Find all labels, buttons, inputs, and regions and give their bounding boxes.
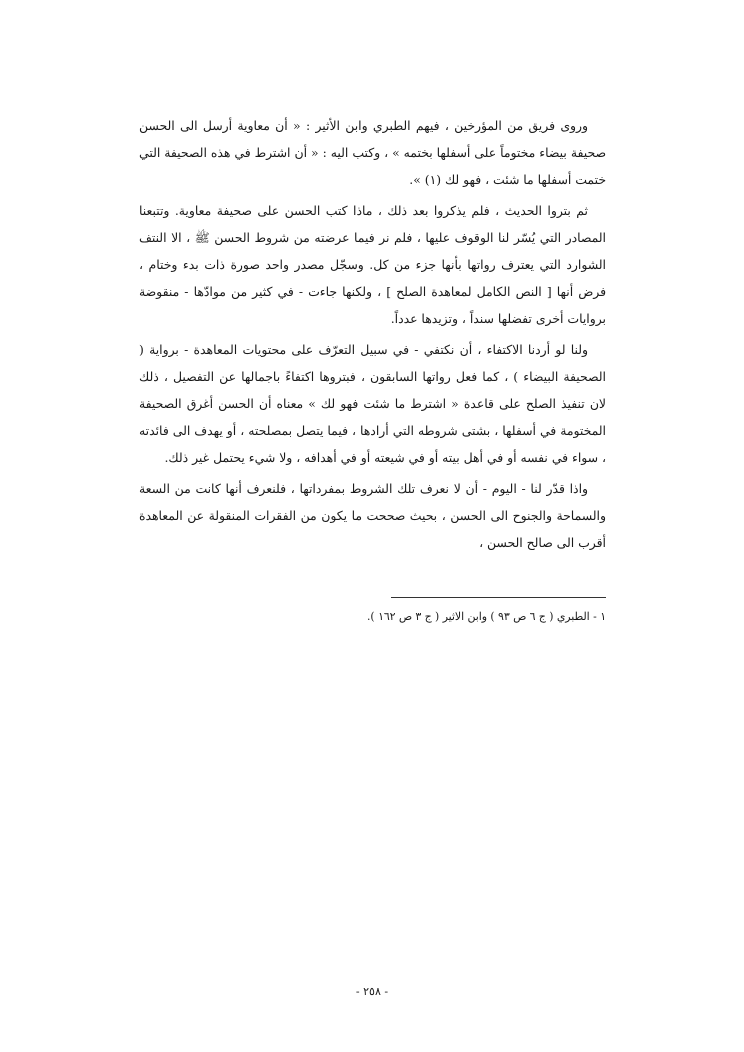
main-text xyxy=(139,112,606,560)
page-number: - ٢٥٨ - xyxy=(355,985,389,998)
paragraph-4: واذا قدّر لنا - اليوم - أن لا نعرف تلك الشروط بمفرداتها ، فلنعرف أنها كانت من السعة والسماحة والجنوح الى الحسن ، بحيث صححت ما يكون من الفقرات المنقولة عن المعاهدة أقرب الى صالح الحسن ، xyxy=(139,481,606,550)
paragraph-3: ولنا لو أردنا الاكتفاء ، أن نكتفي - في سبيل التعرّف على محتويات المعاهدة - برواية ( الصحيفة البيضاء ) ، كما فعل رواتها السابقون ، فبتروها اكتفاءً باجمالها عن التفصيل ، ذلك لان تنفيذ الصلح على قاعدة « اشترط ما شئت فهو لك » معناه أن الحسن أغرق الصحيفة المختومة في أسفلها ، بشتى شروطه التي أرادها ، فيما يتصل بمصلحته ، أو يهدف الى فائدته ، سواء في نفسه أو في أهل بيته أو في شيعته أو في أهدافه ، ولا شيء يحتمل غير ذلك. xyxy=(139,342,606,465)
paragraph-1: وروى فريق من المؤرخين ، فيهم الطبري وابن الأثير : « أن معاوية أرسل الى الحسن صحيفة بيضاء مختوماً على أسفلها بختمه » ، وكتب اليه : « أن اشترط في هذه الصحيفة التي ختمت أسفلها ما شئت ، فهو لك (١) ». xyxy=(139,118,606,187)
footnote-separator xyxy=(391,597,606,598)
footnote: ١ - الطبري ( ج ٦ ص ٩٣ ) وابن الاثير ( ج ٣ ص ١٦٢ ). xyxy=(367,610,606,623)
paragraph-2: ثم بتروا الحديث ، فلم يذكروا بعد ذلك ، ماذا كتب الحسن على صحيفة معاوية. وتتبعنا المصادر التي يُسّر لنا الوقوف عليها ، فلم نر فيما عرضته من شروط الحسن ﷺ ، الا النتف الشوارد التي يعترف رواتها بأنها جزء من كل. وسجّل مصدر واحد صورة ذات بدء وختام ، فرض أنها [ النص الكامل لمعاهدة الصلح ] ، ولكنها جاءت - في كثير من موادّها - منقوضة بروايات أخرى تفضلها سنداً ، وتزيدها عدداً. xyxy=(139,203,606,326)
